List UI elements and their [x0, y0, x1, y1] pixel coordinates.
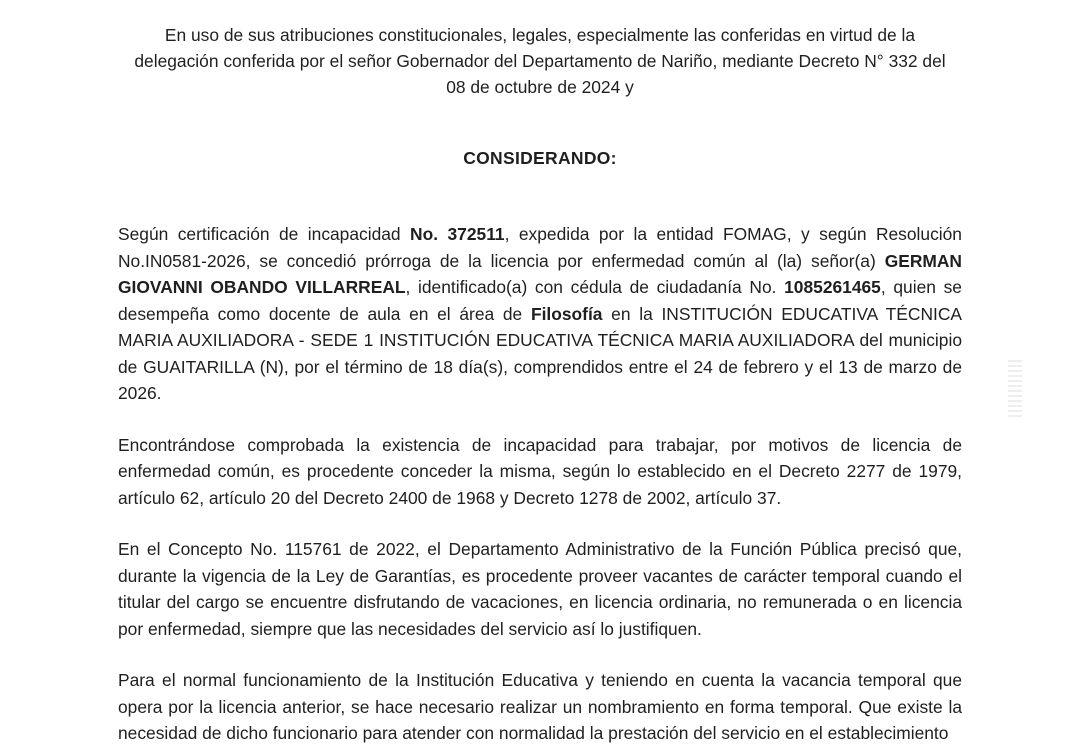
paragraph-concept: En el Concepto No. 115761 de 2022, el Departamento Administrativo de la Función Pública precisó que, durante la vigencia de la Ley de Garantías, es procedente proveer vacantes de carácter temporal cuando el titular del cargo se encuentre disfrutando de vacaciones, en licencia ordinaria, no remunerada o en licencia por enfermedad, siempre que las necesidades del servicio así lo justifiquen.	[118, 539, 962, 639]
certificate-number: No. 372511	[410, 224, 505, 244]
p1-text-b: , expedida por la entidad FOMAG, y según Resolución No.IN0581-2026, se concedió prórroga de la licencia por enfermedad común al (la) señor(a)	[118, 224, 962, 271]
subject-area: Filosofía	[530, 303, 603, 324]
person-name: GERMAN GIOVANNI OBANDO VILLARREAL	[118, 250, 962, 297]
p1-text-e: en la INSTITUCIÓN EDUCATIVA TÉCNICA MARIA AUXILIADORA - SEDE 1 INSTITUCIÓN EDUCATIVA TÉCNICA MARIA AUXILIADORA del municipio de GUAITARILLA (N), por el término de 18 día(s), comprendidos entre el 24 de febrero y el 13 de marzo de 2026.	[118, 303, 962, 403]
paragraph-certification	[118, 221, 962, 407]
p1-text-d: , quien se desempeña como docente de aula en el área de	[118, 277, 962, 324]
p1-text-c: , identificado(a) con cédula de ciudadanía No.	[405, 277, 785, 297]
section-heading: CONSIDERANDO:	[463, 148, 617, 168]
id-number: 1085261465	[784, 277, 881, 297]
p1-text-a: Según certificación de incapacidad	[118, 224, 411, 244]
paragraph-appointment: Para el normal funcionamiento de la Institución Educativa y teniendo en cuenta la vacancia temporal que opera por la licencia anterior, se hace necesario realizar un nombramiento en forma temporal. Que existe la necesidad de dicho funcionario para atender con normalidad la prestación del servicio en el establecimiento	[118, 670, 962, 743]
intro-paragraph: En uso de sus atribuciones constitucionales, legales, especialmente las conferidas en virtud de la delegación conferida por el señor Gobernador del Departamento de Nariño, mediante Decreto N° 332 del 08 de octubre de 2024 y	[134, 25, 946, 97]
paragraph-incapacity: Encontrándose comprobada la existencia de incapacidad para trabajar, por motivos de licencia de enfermedad común, es procedente conceder la misma, según lo establecido en el Decreto 2277 de 1979, artículo 62, artículo 20 del Decreto 2400 de 1968 y Decreto 1278 de 2002, artículo 37.	[118, 434, 962, 508]
scan-artifact	[1008, 360, 1022, 420]
